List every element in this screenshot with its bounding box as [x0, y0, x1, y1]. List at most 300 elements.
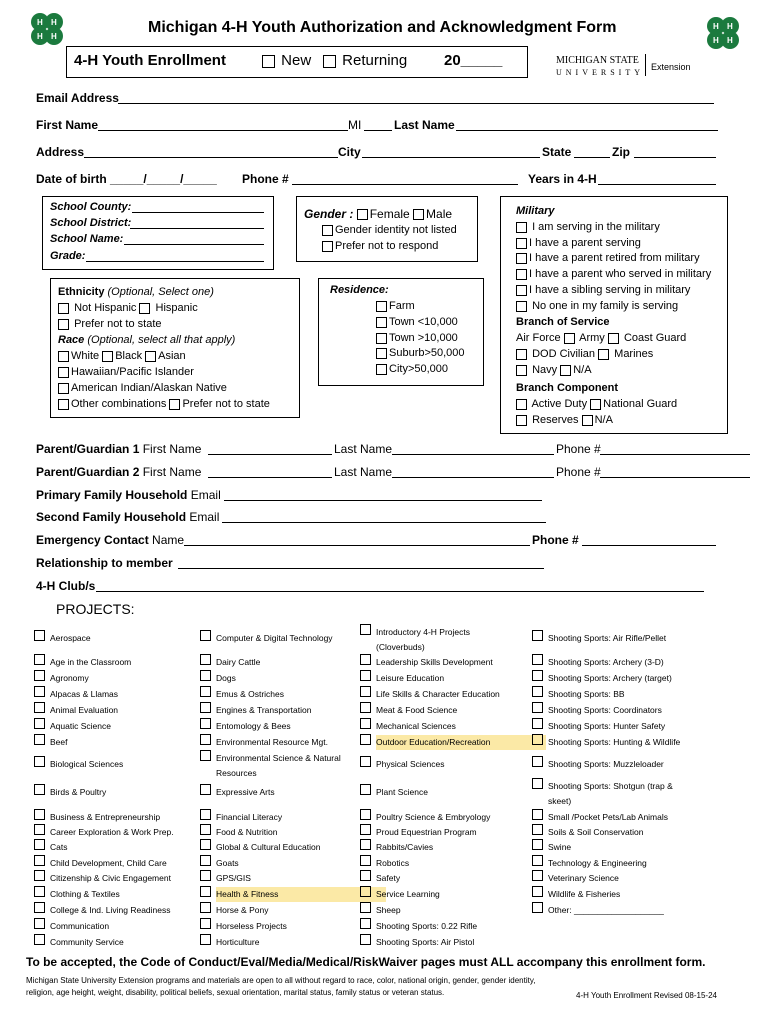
project-checkbox[interactable]: [34, 654, 45, 665]
project-label: Sheep: [376, 905, 401, 915]
project-checkbox[interactable]: [532, 778, 543, 789]
project-label: Dogs: [216, 673, 236, 683]
race-other-label: Other combinations: [71, 398, 167, 410]
race-hawaiian-label: Hawaiian/Pacific Islander: [71, 366, 194, 378]
school-name-label: School Name:: [50, 233, 124, 245]
branch-army[interactable]: [579, 332, 621, 344]
clubs-input[interactable]: [96, 591, 704, 592]
new-checkbox[interactable]: [262, 52, 311, 69]
race-native[interactable]: [58, 382, 227, 394]
project-label: Agronomy: [50, 673, 89, 683]
branch-label: Branch of Service: [516, 316, 610, 328]
military-opt-6[interactable]: [516, 300, 678, 312]
project-checkbox[interactable]: [200, 670, 211, 681]
project-label: Food & Nutrition: [216, 827, 278, 837]
project-checkbox[interactable]: [200, 839, 211, 850]
race-white-label: White: [71, 350, 100, 362]
state-input[interactable]: [574, 157, 610, 158]
res-town-large[interactable]: [376, 332, 458, 344]
svg-text:H: H: [727, 36, 733, 45]
comp-reserves-label: Reserves: [532, 414, 579, 426]
years-label: Years in 4-H: [528, 172, 597, 186]
project-checkbox[interactable]: [360, 784, 371, 795]
residence-label: Residence:: [330, 284, 389, 296]
msu-logo-name: MICHIGAN STATE: [556, 55, 639, 66]
branch-airforce-label: Air Force: [516, 332, 561, 344]
school-county-input[interactable]: [132, 212, 264, 213]
project-checkbox[interactable]: [200, 718, 211, 729]
project-label: Computer & Digital Technology: [216, 633, 333, 643]
branch-navy-label: Navy: [532, 364, 558, 376]
project-checkbox[interactable]: [34, 702, 45, 713]
mi-label: MI: [348, 118, 362, 132]
project-checkbox[interactable]: [34, 718, 45, 729]
project-checkbox[interactable]: [532, 824, 543, 835]
project-checkbox[interactable]: [200, 918, 211, 929]
military-opt-5[interactable]: [516, 284, 690, 296]
mi-input[interactable]: [364, 130, 392, 131]
branch-marines[interactable]: [598, 348, 653, 360]
new-label: New: [281, 52, 312, 69]
branch-coastguard[interactable]: [624, 332, 686, 344]
ethnicity-note: (Optional, Select one): [107, 286, 214, 298]
project-label: Emus & Ostriches: [216, 689, 285, 699]
project-label: Safety: [376, 873, 401, 883]
project-checkbox[interactable]: [200, 702, 211, 713]
project-checkbox[interactable]: [360, 718, 371, 729]
project-checkbox[interactable]: [532, 686, 543, 697]
project-label: Shooting Sports: 0.22 Rifle: [376, 921, 478, 931]
res-suburb[interactable]: [376, 347, 465, 359]
project-checkbox[interactable]: [360, 870, 371, 881]
ethnicity-label: Ethnicity: [58, 286, 105, 298]
project-label: Shooting Sports: Air Pistol: [376, 937, 475, 947]
parent2-first-label: First Name: [142, 465, 202, 479]
svg-text:H: H: [37, 32, 43, 41]
project-checkbox[interactable]: [200, 784, 211, 795]
4h-clover-logo-left: [28, 10, 66, 48]
project-checkbox[interactable]: [360, 809, 371, 820]
project-checkbox[interactable]: [34, 870, 45, 881]
phone-input[interactable]: [292, 184, 518, 185]
race-hawaiian[interactable]: [58, 366, 194, 378]
project-label: Entomology & Bees: [216, 721, 291, 731]
parent2-last-label: Last Name: [334, 465, 393, 479]
footer-requirement: To be accepted, the Code of Conduct/Eval/Media/Medical/RiskWaiver pages must ALL accompany this enrollment form.: [26, 955, 706, 969]
parent1-last-label: Last Name: [334, 442, 393, 456]
branch-dod-label: DOD Civilian: [532, 348, 596, 360]
last-name-input[interactable]: [456, 130, 718, 131]
eth-not-hispanic[interactable]: [58, 302, 136, 314]
parent2-last-input[interactable]: [392, 477, 554, 478]
primary-email-label: Email: [190, 488, 221, 502]
gender-label: Gender :: [304, 207, 354, 221]
school-district-label: School District:: [50, 217, 132, 229]
military-opt-1-label: I am serving in the military: [532, 221, 660, 233]
race-black[interactable]: [102, 350, 142, 362]
comp-na-label: N/A: [594, 414, 613, 426]
project-label: Shooting Sports: Muzzleloader: [548, 759, 664, 769]
project-label: Communication: [50, 921, 110, 931]
project-checkbox[interactable]: [532, 870, 543, 881]
project-checkbox[interactable]: [532, 654, 543, 665]
project-checkbox[interactable]: [34, 630, 45, 641]
branch-navy[interactable]: [516, 364, 557, 376]
project-label: Expressive Arts: [216, 787, 275, 797]
project-checkbox[interactable]: [34, 670, 45, 681]
project-checkbox[interactable]: [360, 670, 371, 681]
email-input[interactable]: [118, 103, 714, 104]
project-label: Introductory 4-H Projects (Cloverbuds): [376, 627, 471, 652]
phone-label: Phone #: [242, 172, 289, 186]
race-native-label: American Indian/Alaskan Native: [71, 382, 227, 394]
year-field[interactable]: 20_____: [444, 52, 503, 69]
project-checkbox[interactable]: [532, 902, 543, 913]
school-district-input[interactable]: [130, 228, 264, 229]
first-name-input[interactable]: [98, 130, 348, 131]
project-checkbox[interactable]: [360, 839, 371, 850]
returning-label: Returning: [342, 52, 408, 69]
project-checkbox[interactable]: [34, 934, 45, 945]
comp-active[interactable]: [516, 398, 587, 410]
project-checkbox[interactable]: [360, 702, 371, 713]
project-label: Child Development, Child Care: [50, 858, 167, 868]
project-label: Outdoor Education/Recreation: [376, 735, 546, 750]
branch-airforce[interactable]: [516, 332, 577, 344]
second-email-input[interactable]: [222, 522, 546, 523]
military-opt-4-label: I have a parent who served in military: [529, 268, 712, 280]
project-label: Career Exploration & Work Prep.: [50, 827, 174, 837]
military-opt-3[interactable]: [516, 252, 700, 264]
gender-female-label: Female: [369, 207, 410, 221]
project-label: Dairy Cattle: [216, 657, 261, 667]
branch-na-label: N/A: [573, 364, 592, 376]
page-title: Michigan 4-H Youth Authorization and Acknowledgment Form: [148, 19, 617, 36]
school-name-input[interactable]: [124, 244, 264, 245]
years-input[interactable]: [598, 184, 716, 185]
project-label: Robotics: [376, 858, 410, 868]
project-label: Plant Science: [376, 787, 428, 797]
component-label: Branch Component: [516, 382, 619, 394]
project-checkbox[interactable]: [34, 839, 45, 850]
project-label: Horticulture: [216, 937, 260, 947]
project-checkbox[interactable]: [532, 702, 543, 713]
svg-text:H: H: [51, 18, 57, 27]
res-farm-label: Farm: [389, 300, 415, 312]
res-town-large-label: Town >10,000: [389, 332, 458, 344]
gender-male-label: Male: [426, 207, 453, 221]
project-label: Horse & Pony: [216, 905, 269, 915]
project-label: Horseless Projects: [216, 921, 287, 931]
address-label: Address: [36, 145, 85, 159]
military-opt-1[interactable]: [516, 221, 660, 233]
res-city[interactable]: [376, 363, 448, 375]
eth-not-hispanic-label: Not Hispanic: [74, 302, 137, 314]
svg-text:H: H: [727, 22, 733, 31]
project-checkbox[interactable]: [34, 809, 45, 820]
eth-hispanic[interactable]: [139, 302, 197, 314]
project-label: Environmental Science & Natural Resources: [216, 753, 341, 778]
military-opt-2-label: I have a parent serving: [529, 237, 641, 249]
second-email-label: Email: [189, 510, 220, 524]
comp-na[interactable]: [582, 414, 613, 426]
gender-not-listed-label: Gender identity not listed: [335, 224, 457, 236]
race-black-label: Black: [115, 350, 143, 362]
project-checkbox[interactable]: [34, 855, 45, 866]
project-label: Health & Fitness: [216, 887, 386, 902]
msu-logo-university: UNIVERSITY: [556, 68, 644, 77]
project-label: Shooting Sports: Hunter Safety: [548, 721, 666, 731]
project-checkbox[interactable]: [34, 902, 45, 913]
gender-prefer-not[interactable]: [322, 240, 438, 252]
parent1-last-input[interactable]: [392, 454, 554, 455]
last-name-label: Last Name: [394, 118, 455, 132]
military-label: Military: [516, 205, 555, 217]
project-checkbox[interactable]: [34, 918, 45, 929]
project-checkbox[interactable]: [200, 654, 211, 665]
project-label: Veterinary Science: [548, 873, 619, 883]
dob-field[interactable]: Date of birth _____/_____/_____: [36, 172, 217, 186]
project-checkbox[interactable]: [200, 934, 211, 945]
project-label: Small /Pocket Pets/Lab Animals: [548, 812, 669, 822]
military-opt-6-label: No one in my family is serving: [532, 300, 679, 312]
project-label: Proud Equestrian Program: [376, 827, 477, 837]
project-label: Leisure Education: [376, 673, 445, 683]
project-label: Shooting Sports: Archery (3-D): [548, 657, 664, 667]
gender-female[interactable]: [357, 207, 410, 221]
branch-na[interactable]: [560, 364, 591, 376]
project-label: Life Skills & Character Education: [376, 689, 500, 699]
svg-text:H: H: [713, 36, 719, 45]
grade-label: Grade:: [50, 250, 86, 262]
project-label: Aquatic Science: [50, 721, 111, 731]
project-label: Business & Entrepreneurship: [50, 812, 161, 822]
eth-prefer-not-label: Prefer not to state: [74, 318, 162, 330]
project-label: Age in the Classroom: [50, 657, 132, 667]
military-opt-5-label: I have a sibling serving in military: [529, 284, 691, 296]
project-checkbox[interactable]: [200, 686, 211, 697]
race-note: (Optional, select all that apply): [87, 334, 236, 346]
project-checkbox[interactable]: [360, 686, 371, 697]
emergency-name-input[interactable]: [184, 545, 530, 546]
zip-input[interactable]: [634, 157, 716, 158]
gender-not-listed[interactable]: [322, 224, 457, 236]
project-checkbox[interactable]: [34, 756, 45, 767]
project-label: Swine: [548, 842, 572, 852]
ethnicity-box: [50, 278, 300, 418]
res-city-label: City>50,000: [389, 363, 449, 375]
emergency-phone-label: Phone #: [532, 533, 579, 547]
project-label: Shooting Sports: Archery (target): [548, 673, 672, 683]
second-household-label: Second Family Household: [36, 510, 187, 524]
relationship-input[interactable]: [178, 568, 544, 569]
branch-marines-label: Marines: [614, 348, 654, 360]
project-label: Other: ___________________: [548, 905, 664, 915]
branch-dod[interactable]: [516, 348, 595, 360]
project-label: Alpacas & Llamas: [50, 689, 119, 699]
project-checkbox[interactable]: [200, 855, 211, 866]
project-checkbox[interactable]: [532, 670, 543, 681]
project-label: Global & Cultural Education: [216, 842, 321, 852]
parent1-phone-label: Phone #: [556, 442, 601, 456]
project-checkbox[interactable]: [360, 918, 371, 929]
returning-checkbox[interactable]: [323, 52, 407, 69]
project-label: Shooting Sports: Coordinators: [548, 705, 662, 715]
emergency-name-label: Name: [152, 533, 185, 547]
footer-disclaimer: Michigan State University Extension programs and materials are open to all without regard to race, color, national origin, gender, gender identity, religion, age height, weight, disability, political beliefs, sexual orientation, marital status, family status or veteran status.: [26, 976, 536, 997]
project-label: Shooting Sports: Air Rifle/Pellet: [548, 633, 667, 643]
project-label: Service Learning: [376, 889, 440, 899]
gender-prefer-not-label: Prefer not to respond: [335, 240, 439, 252]
project-label: Poultry Science & Embryology: [376, 812, 491, 822]
msu-logo-divider: [645, 54, 646, 76]
race-white[interactable]: [58, 350, 99, 362]
comp-reserves[interactable]: [516, 414, 579, 426]
email-label: Email Address: [36, 91, 119, 105]
project-label: Financial Literacy: [216, 812, 283, 822]
project-label: Physical Sciences: [376, 759, 445, 769]
project-label: Beef: [50, 737, 68, 747]
4h-clover-logo-right: [704, 14, 742, 52]
project-checkbox[interactable]: [532, 630, 543, 641]
project-checkbox[interactable]: [360, 654, 371, 665]
clubs-label: 4-H Club/s: [36, 579, 96, 593]
revision-note: 4-H Youth Enrollment Revised 08-15-24: [576, 991, 717, 1000]
parent2-label: Parent/Guardian 2: [36, 465, 140, 479]
project-checkbox[interactable]: [532, 855, 543, 866]
project-checkbox[interactable]: [34, 734, 45, 745]
project-checkbox[interactable]: [360, 902, 371, 913]
race-label: Race: [58, 334, 85, 346]
grade-input[interactable]: [86, 261, 264, 262]
relationship-label: Relationship to member: [36, 556, 173, 570]
project-checkbox[interactable]: [200, 809, 211, 820]
project-label: Citizenship & Civic Engagement: [50, 873, 171, 883]
project-label: Rabbits/Cavies: [376, 842, 434, 852]
eth-hispanic-label: Hispanic: [155, 302, 198, 314]
eth-prefer-not[interactable]: [58, 318, 162, 330]
project-checkbox[interactable]: [200, 870, 211, 881]
project-label: College & Ind. Living Readiness: [50, 905, 171, 915]
race-asian-label: Asian: [158, 350, 186, 362]
emergency-label: Emergency Contact: [36, 533, 149, 547]
project-checkbox[interactable]: [360, 886, 371, 897]
project-label: Animal Evaluation: [50, 705, 119, 715]
branch-army-label: Army: [579, 332, 605, 344]
parent2-phone-label: Phone #: [556, 465, 601, 479]
project-checkbox[interactable]: [34, 824, 45, 835]
project-checkbox[interactable]: [200, 750, 211, 761]
project-label: Meat & Food Science: [376, 705, 458, 715]
military-opt-3-label: I have a parent retired from military: [529, 252, 700, 264]
military-opt-2[interactable]: [516, 237, 641, 249]
emergency-phone-input[interactable]: [582, 545, 716, 546]
project-checkbox[interactable]: [532, 734, 543, 745]
project-label: Goats: [216, 858, 239, 868]
project-label: Birds & Poultry: [50, 787, 107, 797]
project-checkbox[interactable]: [532, 809, 543, 820]
project-label: Aerospace: [50, 633, 91, 643]
project-checkbox[interactable]: [360, 855, 371, 866]
project-label: Shooting Sports: Shotgun (trap & skeet): [548, 781, 673, 806]
branch-coastguard-label: Coast Guard: [623, 332, 687, 344]
race-asian[interactable]: [145, 350, 186, 362]
msu-logo-extension: Extension: [651, 62, 691, 72]
project-label: Soils & Soil Conservation: [548, 827, 644, 837]
project-checkbox[interactable]: [360, 934, 371, 945]
comp-guard-label: National Guard: [603, 398, 678, 410]
project-checkbox[interactable]: [200, 630, 211, 641]
parent2-phone-input[interactable]: [600, 477, 750, 478]
projects-title: PROJECTS:: [56, 601, 135, 617]
enrollment-label: 4-H Youth Enrollment: [74, 52, 226, 69]
project-checkbox[interactable]: [200, 734, 211, 745]
parent1-first-input[interactable]: [208, 454, 332, 455]
res-town-small[interactable]: [376, 316, 458, 328]
project-checkbox[interactable]: [200, 902, 211, 913]
project-label: GPS/GIS: [216, 873, 251, 883]
project-checkbox[interactable]: [200, 824, 211, 835]
project-label: Community Service: [50, 937, 124, 947]
project-checkbox[interactable]: [532, 718, 543, 729]
parent1-first-label: First Name: [142, 442, 202, 456]
project-label: Clothing & Textiles: [50, 889, 120, 899]
parent1-phone-input[interactable]: [600, 454, 750, 455]
svg-text:H: H: [713, 22, 719, 31]
project-checkbox[interactable]: [360, 756, 371, 767]
project-checkbox[interactable]: [532, 839, 543, 850]
project-label: Shooting Sports: Hunting & Wildlife: [548, 737, 681, 747]
project-checkbox[interactable]: [532, 886, 543, 897]
project-label: Cats: [50, 842, 68, 852]
parent1-label: Parent/Guardian 1: [36, 442, 140, 456]
city-input[interactable]: [362, 157, 540, 158]
primary-email-input[interactable]: [224, 500, 542, 501]
project-checkbox[interactable]: [34, 686, 45, 697]
race-prefer-not-label: Prefer not to state: [182, 398, 270, 410]
project-label: Wildlife & Fisheries: [548, 889, 621, 899]
project-label: Biological Sciences: [50, 759, 124, 769]
military-opt-4[interactable]: [516, 268, 711, 280]
race-prefer-not[interactable]: [169, 398, 269, 410]
school-county-label: School County:: [50, 201, 132, 213]
gender-male[interactable]: [413, 207, 452, 221]
project-checkbox[interactable]: [360, 824, 371, 835]
project-label: Shooting Sports: BB: [548, 689, 625, 699]
project-checkbox[interactable]: [360, 734, 371, 745]
svg-text:H: H: [51, 32, 57, 41]
race-other[interactable]: [58, 398, 166, 410]
primary-household-label: Primary Family Household: [36, 488, 188, 502]
project-label: Engines & Transportation: [216, 705, 312, 715]
project-checkbox[interactable]: [34, 886, 45, 897]
address-input[interactable]: [84, 157, 338, 158]
city-label: City: [338, 145, 361, 159]
state-label: State: [542, 145, 572, 159]
project-checkbox[interactable]: [200, 886, 211, 897]
comp-guard[interactable]: [590, 398, 677, 410]
project-label: Leadership Skills Development: [376, 657, 493, 667]
project-label: Environmental Resource Mgt.: [216, 737, 328, 747]
res-farm[interactable]: [376, 300, 415, 312]
project-checkbox[interactable]: [360, 624, 371, 635]
project-label: Technology & Engineering: [548, 858, 647, 868]
project-checkbox[interactable]: [34, 784, 45, 795]
svg-text:H: H: [37, 18, 43, 27]
project-checkbox[interactable]: [532, 756, 543, 767]
res-suburb-label: Suburb>50,000: [389, 347, 465, 359]
parent2-first-input[interactable]: [208, 477, 332, 478]
